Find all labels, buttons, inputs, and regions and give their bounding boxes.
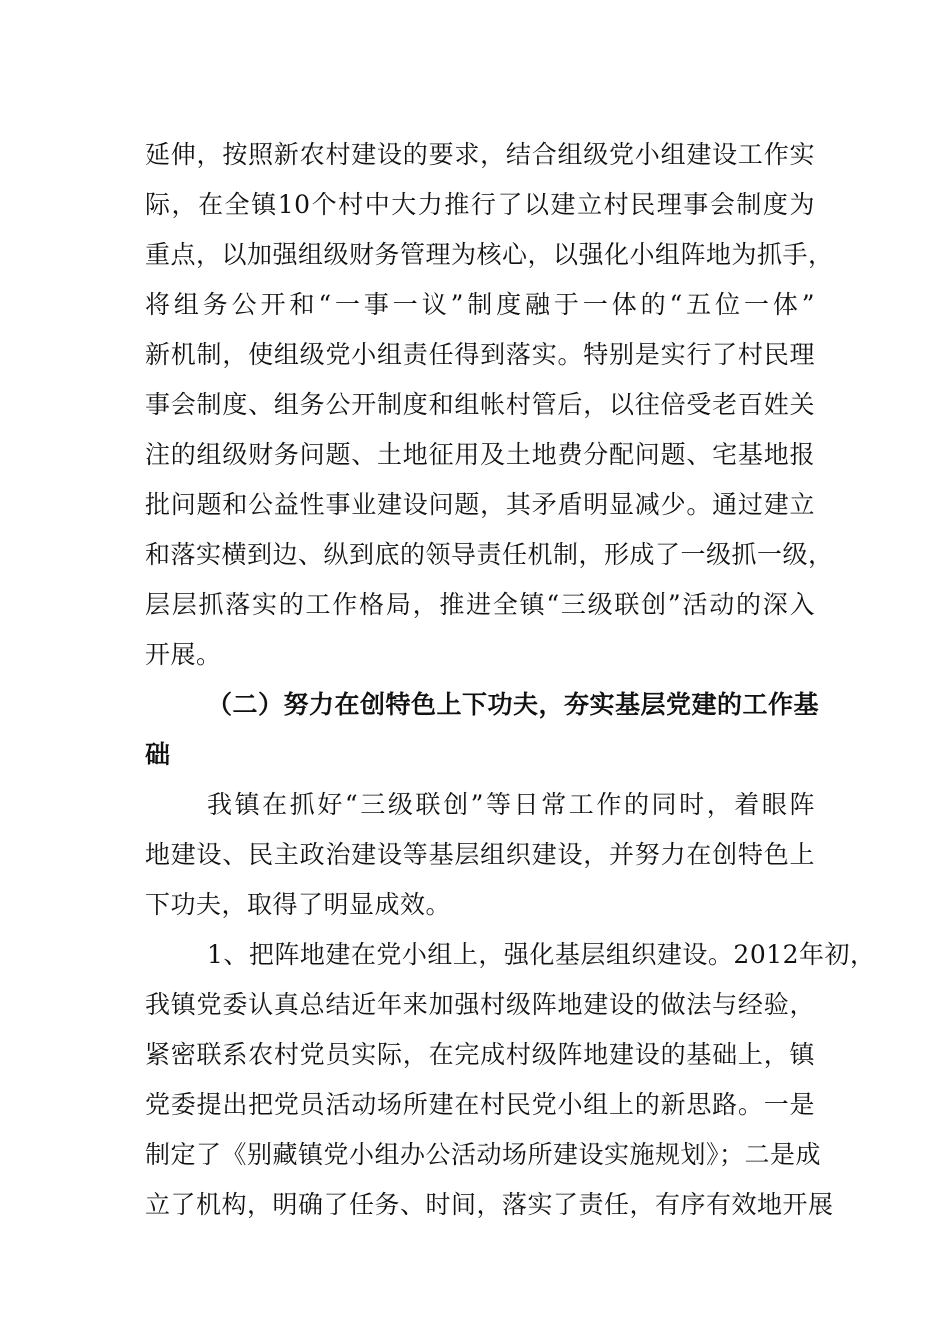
text-line: 际，在全镇10个村中大力推行了以建立村民理事会制度为 bbox=[145, 190, 815, 219]
text-line: 和落实横到边、纵到底的领导责任机制，形成了一级抓一级， bbox=[145, 540, 834, 569]
paragraph-start-line: 我镇在抓好“三级联创”等日常工作的同时，着眼阵 bbox=[207, 790, 815, 819]
section-heading: （二）努力在创特色上下功夫，夯实基层党建的工作基 bbox=[207, 690, 820, 719]
text-line: 地建设、民主政治建设等基层组织建设，并努力在创特色上 bbox=[145, 840, 815, 869]
text-line: 将组务公开和“一事一议”制度融于一体的“五位一体” bbox=[145, 290, 815, 319]
text-line: 下功夫，取得了明显成效。 bbox=[145, 890, 452, 919]
text-line: 党委提出把党员活动场所建在村民党小组上的新思路。一是 bbox=[145, 1090, 815, 1119]
text-line: 紧密联系农村党员实际，在完成村级阵地建设的基础上，镇 bbox=[145, 1040, 815, 1069]
body-text bbox=[145, 130, 876, 1230]
text-line: 新机制，使组级党小组责任得到落实。特别是实行了村民理 bbox=[145, 340, 815, 369]
paragraph-start-line: 1、把阵地建在党小组上，强化基层组织建设。2012年初， bbox=[207, 940, 876, 969]
text-line: 重点，以加强组级财务管理为核心，以强化小组阵地为抓手， bbox=[145, 240, 834, 269]
text-line: 延伸，按照新农村建设的要求，结合组级党小组建设工作实 bbox=[145, 140, 815, 169]
section-heading-continued: 础 bbox=[145, 740, 171, 769]
text-line: 批问题和公益性事业建设问题，其矛盾明显减少。通过建立 bbox=[145, 490, 815, 519]
text-line: 事会制度、组务公开制度和组帐村管后，以往倍受老百姓关 bbox=[145, 390, 815, 419]
text-line: 我镇党委认真总结近年来加强村级阵地建设的做法与经验， bbox=[145, 990, 815, 1019]
text-line: 开展。 bbox=[145, 640, 222, 669]
text-line: 制定了《别藏镇党小组办公活动场所建设实施规划》；二是成 bbox=[145, 1140, 822, 1169]
text-line: 层层抓落实的工作格局，推进全镇“三级联创”活动的深入 bbox=[145, 590, 815, 619]
text-line: 注的组级财务问题、土地征用及土地费分配问题、宅基地报 bbox=[145, 440, 815, 469]
text-line: 立了机构，明确了任务、时间，落实了责任，有序有效地开展 bbox=[145, 1190, 834, 1219]
